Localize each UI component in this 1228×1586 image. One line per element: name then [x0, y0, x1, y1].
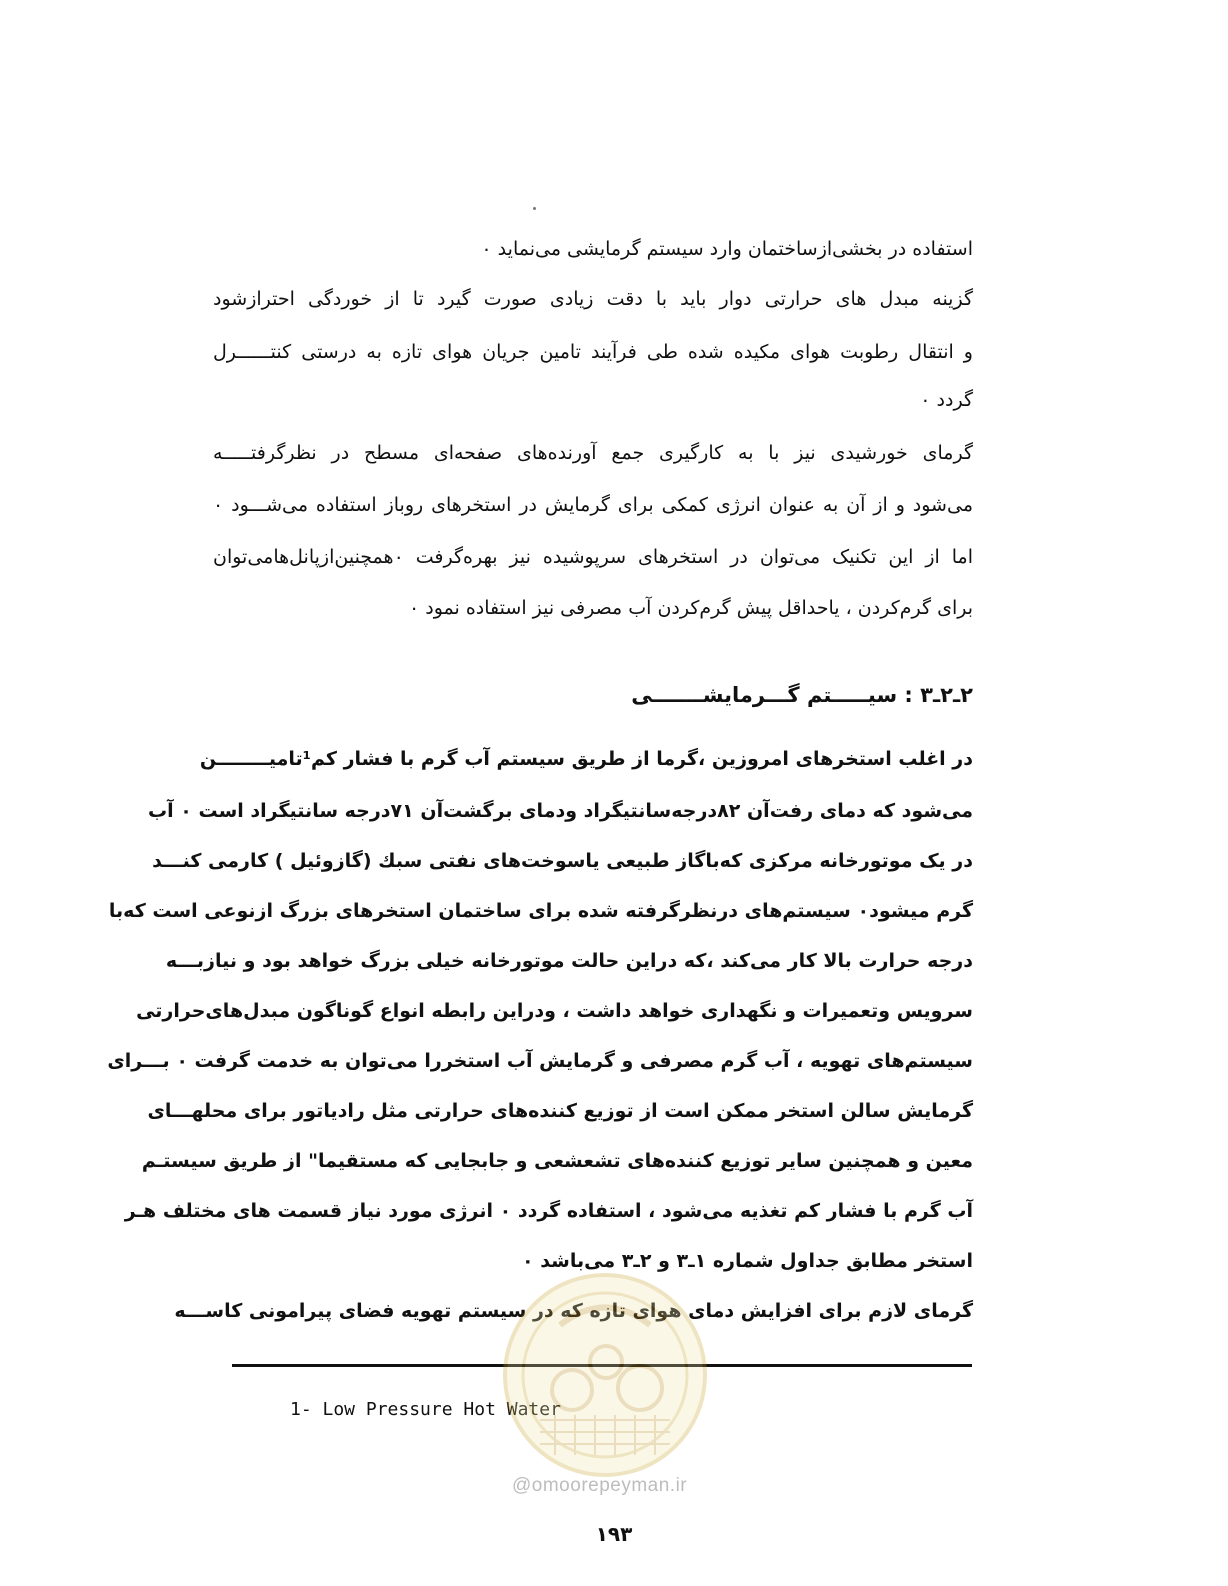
paragraph-line: در یک موتورخانه مرکزی که‌باگاز طبیعی یاسوخت‌های نفتی سبك (گازوئیل ) کارمی کنـــد	[152, 850, 973, 872]
scan-speck	[533, 207, 536, 210]
paragraph-line: در اغلب استخرهای امروزین ،گرما از طریق سیستم آب گرم با فشار کم¹تامیــــــــن	[199, 748, 973, 770]
paragraph-line: و انتقال رطوبت هوای مکیده شده طی فرآیند تامین جریان هوای تازه به درستی کنتــــــرل	[213, 341, 973, 363]
paragraph-line: درجه حرارت بالا کار می‌کند ،که دراین حالت موتورخانه خیلی بزرگ خواهد بود و نیازبـــه	[165, 950, 973, 972]
paragraph-line: آب گرم با فشار کم تغذیه می‌شود ، استفاده گردد ٠ انرژی مورد نیاز قسمت های مختلف هـر	[124, 1200, 973, 1222]
paragraph-line: گزینه مبدل های حرارتی دوار باید با دقت زیادی صورت گیرد تا از خوردگی احترازشود	[213, 288, 973, 310]
paragraph-line: گرم میشود٠ سیستم‌های درنظرگرفته شده برای ساختمان استخرهای بزرگ ازنوعی است که‌با	[108, 900, 973, 922]
paragraph-line: گردد ٠	[920, 389, 973, 411]
paragraph-line: می‌شود که دمای رفت‌آن ۸۲درجه‌سانتیگراد ودمای برگشت‌آن ۷۱درجه سانتیگراد است ٠ آب	[148, 800, 973, 822]
paragraph-line: گرمای خورشیدی نیز با به کارگیری جمع آورنده‌های صفحه‌ای مسطح در نظرگرفتـــــه	[213, 442, 973, 464]
section-heading: ۲ـ۲ـ۳ : سیـــــتم گـــرمایشـــــــی	[631, 683, 973, 707]
paragraph-line: استفاده در بخشی‌ازساختمان وارد سیستم گرمایشی می‌نماید ٠	[481, 238, 973, 260]
paragraph-line: استخر مطابق جداول شماره ۱ـ۳ و ۲ـ۳ می‌باشد ٠	[521, 1250, 973, 1272]
paragraph-line: برای گرم‌کردن ، یاحداقل پیش گرم‌کردن آب مصرفی نیز استفاده نمود ٠	[409, 597, 973, 619]
paragraph-line: معین و همچنین سایر توزیع کننده‌های تشعشعی و جابجایی که مستقیما" از طریق سیستـم	[141, 1150, 973, 1172]
paragraph-line: اما از این تکنیک می‌توان در استخرهای سرپوشیده نیز بهره‌گرفت ٠همچنین‌ازپانل‌هامی‌توان	[213, 546, 973, 568]
paragraph-line: گرمایش سالن استخر ممکن است از توزیع کننده‌های حرارتی مثل رادیاتور برای محلهـــای	[147, 1100, 973, 1122]
paragraph-line: می‌شود و از آن به عنوان انرژی کمکی برای گرمایش در استخرهای روباز استفاده می‌شـــود ٠	[213, 494, 973, 516]
paragraph-line: سرویس وتعمیرات و نگهداری خواهد داشت ، ودراین رابطه انواع گوناگون مبدل‌های‌حرارتی	[136, 1000, 973, 1022]
footnote-divider	[232, 1364, 972, 1367]
paragraph-line: گرمای لازم برای افزایش دمای هوای تازه که در سیستم تهویه فضای پیرامونی کاســـه	[174, 1300, 973, 1322]
footnote: 1- Low Pressure Hot Water	[290, 1399, 561, 1420]
page-number: ۱۹۳	[595, 1522, 633, 1546]
watermark-url: @omoorepeyman.ir	[512, 1475, 688, 1496]
paragraph-line: سیستم‌های تهویه ، آب گرم مصرفی و گرمایش آب استخررا می‌توان به خدمت گرفت ٠ بـــرای	[107, 1050, 973, 1072]
